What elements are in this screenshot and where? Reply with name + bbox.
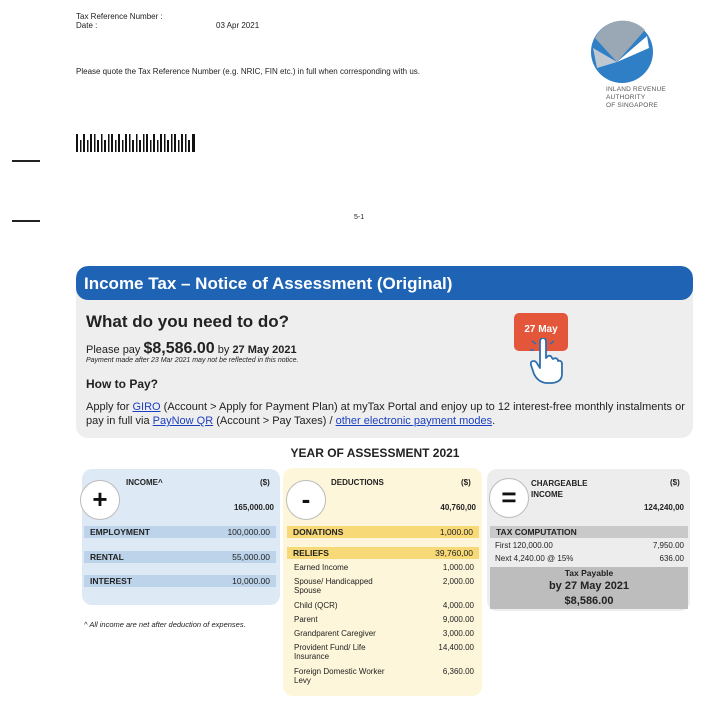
giro-link[interactable]: GIRO: [132, 401, 161, 413]
reliefs-label: RELIEFS: [293, 548, 329, 558]
income-item-label: EMPLOYMENT: [90, 527, 150, 537]
tax-row-value: 636.00: [659, 554, 684, 563]
relief-item-label: Child (QCR): [294, 601, 338, 610]
notice-title: Income Tax – Notice of Assessment (Original): [84, 274, 453, 293]
income-label: INCOME^: [126, 478, 163, 487]
tax-payable-amount: $8,586.00: [564, 595, 614, 607]
quote-instruction: Please quote the Tax Reference Number (e.g. NRIC, FIN etc.) in full when corresponding with us.: [76, 67, 421, 76]
relief-item-value: 1,000.00: [442, 563, 474, 572]
relief-item-value: 6,360.00: [442, 667, 474, 676]
equals-icon: =: [489, 478, 529, 518]
deductions-currency: ($): [461, 478, 471, 487]
relief-item-label: Grandparent Caregiver: [294, 629, 376, 638]
income-row-rental: [84, 551, 276, 563]
other-payment-link[interactable]: other electronic payment modes: [335, 415, 493, 427]
what-to-do-heading: What do you need to do?: [86, 312, 290, 331]
iras-logo: [587, 18, 657, 86]
logo-line-1: INLAND REVENUE: [606, 86, 666, 93]
by-label: by: [217, 344, 230, 356]
notice-title-bar: [76, 266, 693, 300]
chargeable-currency: ($): [670, 478, 680, 487]
calendar-label: 27 May: [524, 324, 558, 335]
how-to-pay-heading: How to Pay?: [86, 377, 159, 391]
relief-item-value: 2,000.00: [442, 577, 474, 586]
fold-mark-2: [12, 220, 40, 222]
pay-instruction: [86, 340, 297, 358]
plus-icon: +: [80, 480, 120, 520]
fold-mark-1: [12, 160, 40, 162]
reliefs-row: [287, 547, 479, 559]
relief-item-label: Spouse/ Handicapped Spouse: [294, 577, 373, 595]
relief-item-value: 3,000.00: [442, 629, 474, 638]
header-labels: [76, 12, 163, 30]
income-footnote: ^ All income are net after deduction of expenses.: [84, 620, 246, 629]
income-item-value: 55,000.00: [232, 552, 270, 562]
donations-value: 1,000.00: [439, 527, 473, 537]
donations-label: DONATIONS: [293, 527, 344, 537]
income-total: 165,000.00: [233, 503, 274, 512]
income-item-label: RENTAL: [90, 552, 124, 562]
chargeable-income-label: CHARGEABLE INCOME: [531, 479, 588, 499]
tax-row-label: First 120,000.00: [495, 541, 553, 550]
income-currency: ($): [260, 478, 270, 487]
payment-note: Payment made after 23 Mar 2021 may not be reflected in this notice.: [86, 357, 299, 364]
relief-item-value: 9,000.00: [442, 615, 474, 624]
income-item-value: 10,000.00: [232, 576, 270, 586]
tax-row-value: 7,950.00: [652, 541, 684, 550]
reliefs-value: 39,760,00: [435, 548, 473, 558]
paynow-link[interactable]: PayNow QR: [152, 415, 214, 427]
relief-item-label: Foreign Domestic Worker Levy: [294, 667, 385, 685]
donations-row: [287, 526, 479, 538]
relief-item-value: 4,000.00: [442, 601, 474, 610]
paynow-text: (Account > Pay Taxes) /: [216, 415, 333, 427]
pointing-hand-icon: [530, 338, 564, 384]
logo-line-2: AUTHORITY: [606, 94, 646, 101]
apply-for-label: Apply for: [86, 401, 130, 413]
tax-ref-label: Tax Reference Number :: [76, 12, 163, 21]
income-item-value: 100,000.00: [227, 527, 270, 537]
relief-item-label: Provident Fund/ Life Insurance: [294, 643, 366, 661]
minus-icon: -: [286, 480, 326, 520]
tax-computation-label: TAX COMPUTATION: [496, 527, 577, 537]
income-row-interest: [84, 575, 276, 587]
year-of-assessment: YEAR OF ASSESSMENT 2021: [290, 446, 460, 460]
barcode: [76, 134, 198, 152]
apply-text: (Account > Apply for Payment Plan) at myTax Portal and enjoy up to 12 interest-free monthly instalments or pay in full via: [86, 401, 685, 427]
date-label: Date :: [76, 21, 98, 30]
payment-methods-text: [86, 400, 690, 428]
logo-line-3: OF SINGAPORE: [606, 102, 658, 109]
tax-row-label: Next 4,240.00 @ 15%: [495, 554, 574, 563]
date-value: 03 Apr 2021: [216, 21, 260, 30]
period: .: [492, 415, 496, 427]
due-date: 27 May 2021: [232, 344, 297, 356]
deductions-label: DEDUCTIONS: [331, 478, 384, 487]
please-pay-label: Please pay: [86, 344, 141, 356]
payment-amount: $8,586.00: [143, 340, 215, 357]
relief-item-label: Parent: [294, 615, 318, 624]
income-row-employment: [84, 526, 276, 538]
logo-text: [606, 86, 666, 110]
relief-item-value: 14,400.00: [438, 643, 474, 652]
relief-item-label: Earned Income: [294, 563, 349, 572]
tax-computation-band: [490, 526, 688, 538]
tax-payable-by: by 27 May 2021: [548, 580, 630, 592]
page-number: 5-1: [354, 214, 365, 221]
deductions-total: 40,760,00: [440, 503, 476, 512]
income-item-label: INTEREST: [90, 576, 133, 586]
chargeable-total: 124,240,00: [643, 503, 684, 512]
tax-payable-label: Tax Payable: [564, 568, 614, 578]
